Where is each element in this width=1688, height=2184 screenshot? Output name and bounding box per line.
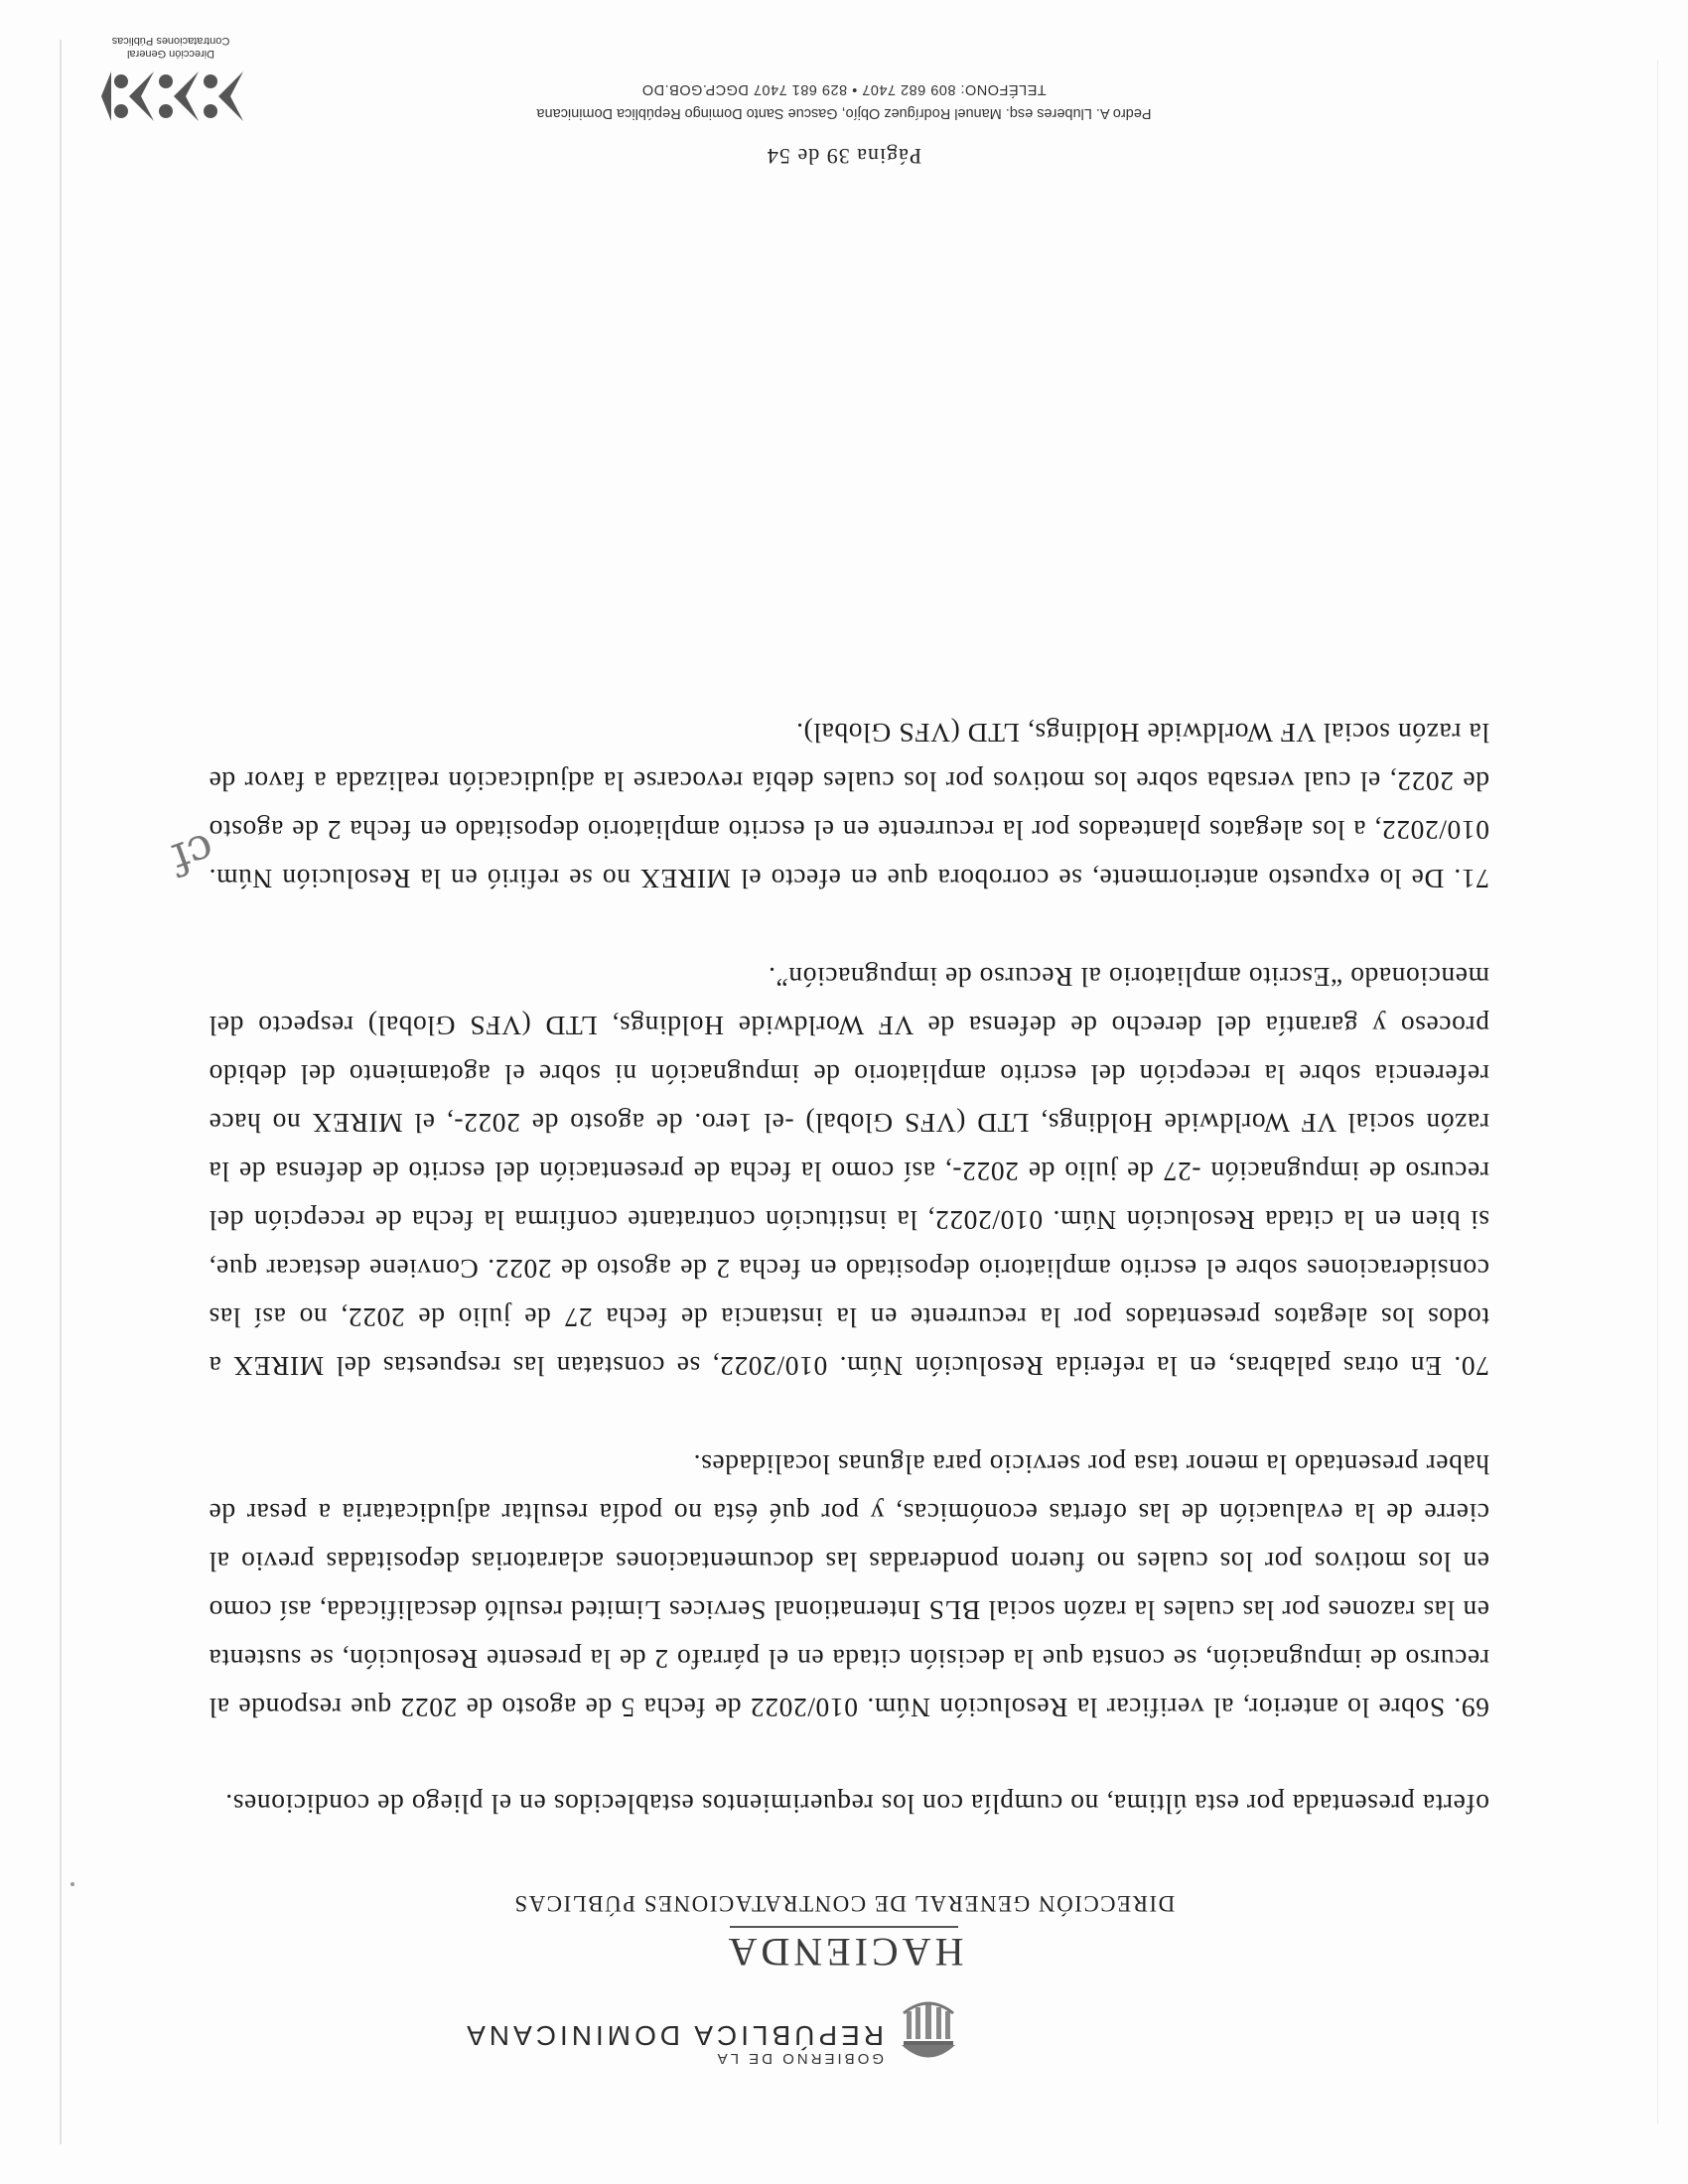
- page-footer: [0, 30, 1688, 169]
- logo-text-line-1: Dirección General: [126, 48, 215, 60]
- scan-edge-line: [1657, 60, 1658, 2124]
- title-underline: [730, 1926, 958, 1928]
- handwritten-margin-note: cf: [165, 822, 221, 885]
- footer-address: Pedro A. Lluberes esq. Manuel Rodríguez Objío, Gascue Santo Domingo República Dominicana: [536, 105, 1152, 121]
- dgcp-logo-caption: [91, 34, 250, 60]
- ministry-title: HACIENDA: [724, 1930, 964, 1975]
- government-crest-icon: [894, 1997, 963, 2075]
- logo-text-line-2: Contrataciones Públicas: [111, 35, 230, 47]
- document-body: [209, 659, 1489, 1829]
- paragraph-71: 71. De lo expuesto anteriormente, se corrobora que en efecto el MIREX no se refirió en la Resolución Núm. 010/2022, a los alegatos planteados por la recurrente en el escrito ampliatorio depositado en fecha 2 de agosto de 2022, el cual versaba sobre los motivos por los cuales debía revocarse la adjudicación realizada a favor de la razón social VF Worldwide Holdings, LTD (VFS Global).: [209, 718, 1489, 894]
- government-name: [463, 2020, 884, 2067]
- gov-country-label: REPÚBLICA DOMINICANA: [463, 2020, 884, 2051]
- letterhead: [0, 1876, 1688, 2075]
- paragraph-69: 69. Sobre lo anterior, al verificar la Resolución Núm. 010/2022 de fecha 5 de agosto de 2022 que responde al recurso de impugnación, se consta que la decisión citada en el párrafo 2 de la presente Resolución, se sustenta en las razones por las cuales la razón social BLS International Services Limited resultó descalificada, así como en los motivos por los cuales no fueron ponderadas las documentaciones aclaratorias depositadas previo al cierre de la evaluación de las ofertas económicas, y por qué ésta no podía resultar adjudicataria a pesar de haber presentado la menor tasa por servicio para algunas localidades.: [209, 1449, 1489, 1723]
- directorate-title: DIRECCIÓN GENERAL DE CONTRATACIONES PÚBLICAS: [512, 1891, 1176, 1916]
- paragraph-continuation: oferta presentada por esta última, no cumplía con los requerimientos establecidos en el pliego de condiciones.: [224, 1789, 1489, 1820]
- paragraph-70: 70. En otras palabras, en la referida Resolución Núm. 010/2022, se constatan las respuestas del MIREX a todos los alegatos presentados por la recurrente en la instancia de fecha 27 de julio de 2022, no así las consideraciones sobre el escrito ampliatorio depositado en fecha 2 de agosto de 2022. Conviene destacar que, si bien en la citada Resolución Núm. 010/2022, la institución contratante confirma la fecha de recepción del recurso de impugnación -27 de julio de 2022-, así como la fecha de presentación del escrito de defensa de la razón social VF Worldwide Holdings, LTD (VFS Global) -el 1ero. de agosto de 2022-, el MIREX no hace referencia sobre la recepción del escrito ampliatorio de impugnación ni sobre el agotamiento del debido proceso y garantía del derecho de defensa de VF Worldwide Holdings, LTD (VFS Global) respecto del mencionado “Escrito ampliatorio al Recurso de impugnación”.: [209, 962, 1489, 1382]
- gov-small-label: GOBIERNO DE LA: [714, 2050, 884, 2067]
- scan-edge-line: [60, 40, 62, 2144]
- footer-phone: TELÉFONO: 809 682 7407 • 829 681 7407 DGCP.GOB.DO: [641, 81, 1047, 97]
- page-number: Página 39 de 54: [766, 144, 922, 169]
